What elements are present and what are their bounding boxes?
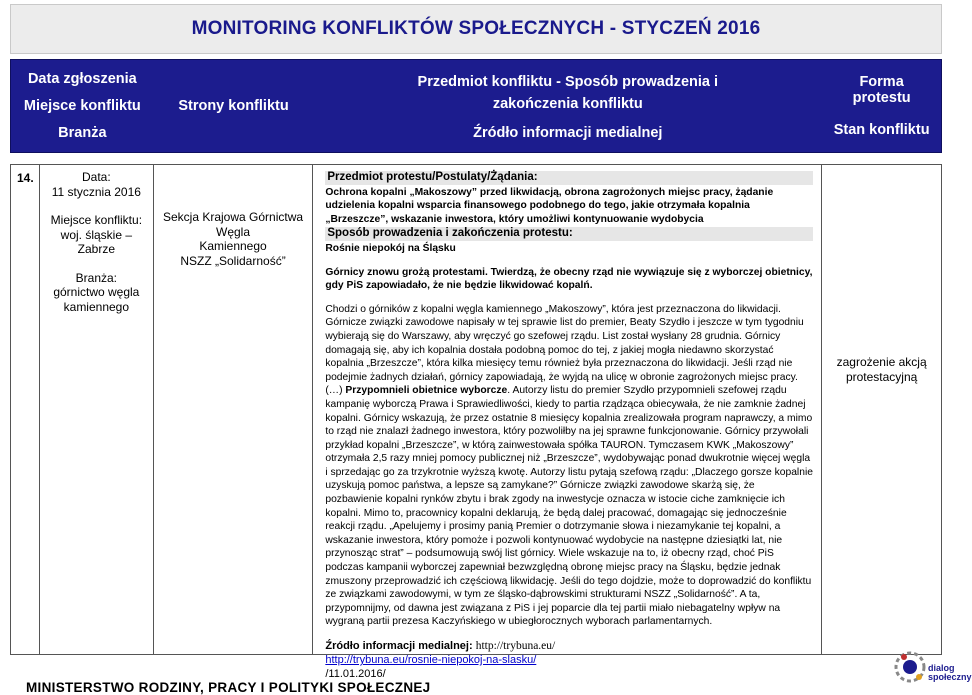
header-status: Stan konfliktu	[833, 122, 930, 138]
article-body-2	[325, 384, 813, 629]
cell-protest-form	[822, 165, 941, 654]
footer-ministry: MINISTERSTWO RODZINY, PRACY I POLITYKI SPOŁECZNEJ	[26, 680, 431, 695]
date-value: 11 stycznia 2016	[51, 184, 141, 199]
header-col-form	[822, 60, 941, 152]
header-source: Źródło informacji medialnej	[473, 125, 663, 141]
subject-label: Przedmiot protestu/Postulaty/Żądania:	[325, 171, 813, 185]
source-block	[325, 639, 813, 681]
place-label: Miejsce konfliktu:	[50, 213, 143, 227]
entry-meta	[40, 165, 153, 654]
place-value-1: woj. śląskie –	[60, 227, 133, 242]
logo-text-line2: społeczny	[928, 672, 972, 682]
header-date: Data zgłoszenia	[27, 71, 137, 88]
source-site: http://trybuna.eu/	[475, 640, 556, 652]
page-title-bar	[10, 4, 942, 54]
header-col-date-place-branch	[11, 60, 154, 152]
header-subject: Przedmiot konfliktu - Sposób prowadzenia i zakończenia konfliktu	[417, 74, 719, 112]
cell-subject	[313, 165, 822, 680]
entry-number: 14.	[11, 165, 40, 654]
source-link[interactable]: http://trybuna.eu/rosnie-niepokoj-na-slasku/	[325, 654, 537, 666]
header-branch: Branża	[58, 124, 107, 141]
page-title: MONITORING KONFLIKTÓW SPOŁECZNYCH - STYCZEŃ 2016	[191, 18, 761, 39]
article-body-1: Chodzi o górników z kopalni węgla kamiennego „Makoszowy”, która jest przeznaczona do likwidacji. Górnicze związki zawodowe napisały w tej sprawie list do premier, Beaty Szydło i jeszcze w tym tygodniu wybierają się do Warszawy, aby wręczyć go szefowej rządu. List został wysłany 28 grudnia. Górnicy domagają się, aby ich kopalnia dostała podobną pomoc do tej, z jakiej mogła niedawno skorzystać kopalnia „Brzeszcze”, która kilka miesięcy temu również była przeznaczona do likwidacji. Jeśli rząd nie podejmie żadnych działań, górnicy zapowiadają, że wyjdą na ulicę w obronie zagrożonych miejsc pracy.	[325, 303, 804, 383]
protest-form-value: zagrożenie akcją protestacyjną	[836, 354, 927, 384]
logo-text-line1: dialog	[928, 663, 955, 673]
parties-line-3: NSZZ „Solidarność”	[180, 253, 286, 268]
header-col-subject	[313, 60, 822, 152]
source-date: /11.01.2016/	[325, 668, 386, 680]
date-label: Data:	[82, 170, 111, 184]
header-form: Forma protestu	[852, 74, 911, 106]
header-parties: Strony konfliktu	[178, 98, 289, 114]
parties-line-2: Kamiennego	[199, 239, 267, 253]
subject-text: Ochrona kopalni „Makoszowy” przed likwidacją, obrona zagrożonych miejsc pracy, żądanie udzielenia kopalni wsparcia finansowego podobnego do tego, jakie otrzymała kopalnia „Brzeszcze”, wskazanie inwestora, który umożliwi kontynuowanie wydobycia	[325, 186, 774, 225]
article-lead: Górnicy znowu grożą protestami. Twierdzą, że obecny rząd nie wywiązuje się z wyborczej obietnicy, gdy PiS zapowiadało, że nie będzie likwidować kopalń.	[325, 266, 813, 292]
branch-value-2: kamiennego	[63, 299, 130, 314]
logo-text	[928, 664, 972, 682]
article-body-2-prefix: (…)	[325, 385, 346, 397]
header-place: Miejsce konfliktu	[23, 97, 141, 114]
method-label: Sposób prowadzenia i zakończenia protestu:	[325, 227, 813, 241]
cell-date-place-branch	[11, 165, 154, 654]
branch-label: Branża:	[75, 270, 118, 285]
place-value-2: Zabrze	[77, 242, 116, 256]
method-text: Rośnie niepokój na Śląsku	[325, 242, 456, 254]
article-body-2-text: . Autorzy listu do premier Szydło przypomnieli szefowej rządu kampanię wyborczą Prawa i Sprawiedliwości, kiedy to partia rządząca obiecywała, że nie zamknie żadnej kopalni. Górnicy wskazują, że przez ostatnie 8 miesięcy kopalnia zrealizowała program naprawczy, a mimo to rząd nie znalazł żadnego inwestora, który pozwoliłby na jej sprawne funkcjonowanie. Górnicy przywołali przykład kopalni „Brzeszcze”, w którą zainwestowała spółka TAURON. Tymczasem KWK „Makoszowy” otrzymała 2,5 razy mniej pomocy publicznej niż „Brzeszcze”, wydobywając ponad dwukrotnie więcej węgla i sprzedając go za trzykrotnie wyższą kwotę. Autorzy listu pytają szefową rządu: „Dlaczego gorsze kopalnie uzyskują pomoc państwa, a lepsze są zamykane?” Górnicze związki zawodowe skarżą się, że pozbawienie kopalni rynków zbytu i brak zgody na inwestycje oznacza w istocie ciche zamknięcie ich kopalni. Mimo to, pracownicy kopalni deklarują, że będą dalej pracować, domagając się jednocześnie reakcji rządu. „Apelujemy i prosimy panią Premier o dotrzymanie słowa i niezamykanie tej kopalni, a wskazanie inwestora, który pomoże i pozwoli kontynuować wydobycie na następne dziesiątki lat, nie przynosząc strat” – podsumowują swój list górnicy. Wiele wskazuje na to, iż obecny rząd, choć PiS podczas kampanii wyborczej zapewniał bezwzględną obronę miejsc pracy na Śląsku, będzie jednak zmuszony przeprowadzić ich częściową likwidację. Jeśli do tego dojdzie, może to doprowadzić do konfliktu ze związkami zawodowymi, w tym ze śląsko-dąbrowskimi strukturami NSZZ „Solidarność”. A ta, przypomnijmy, od dawna jest związana z PiS i jej poparcie dla tej partii miało niebagatelny wpływ na wygraną partii prezesa Kaczyńskiego w ubiegłorocznych wyborach parlamentarnych.	[325, 385, 813, 628]
article-body-2-heading: Przypomnieli obietnice wyborcze	[345, 385, 508, 397]
table-header	[10, 59, 942, 153]
parties-line-1: Sekcja Krajowa Górnictwa Węgla	[162, 210, 304, 239]
source-label: Źródło informacji medialnej:	[325, 640, 473, 652]
header-col-parties	[154, 60, 314, 152]
branch-value-1: górnictwo węgla	[53, 285, 140, 299]
cell-parties	[154, 165, 314, 654]
